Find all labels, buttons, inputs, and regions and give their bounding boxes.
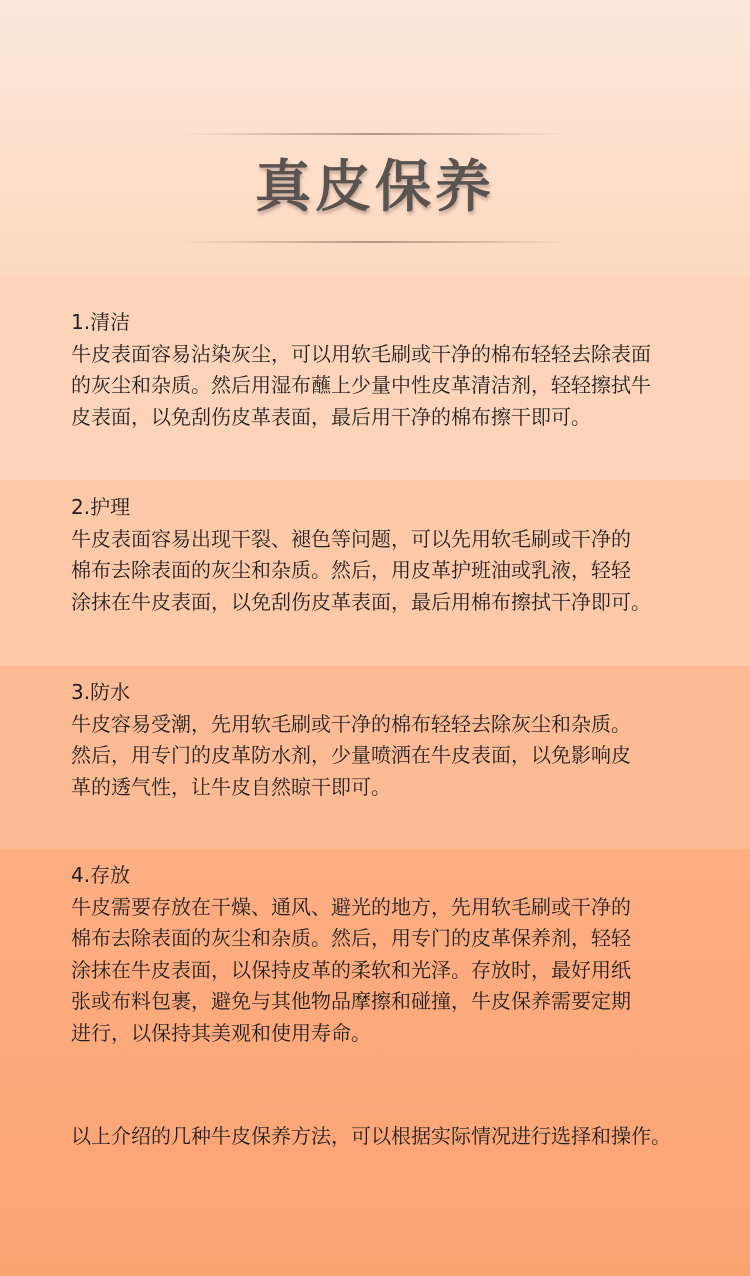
summary-text: 以上介绍的几种牛皮保养方法，可以根据实际情况进行选择和操作。 — [71, 1124, 671, 1148]
section-storage — [0, 849, 750, 1276]
section-text-line: 牛皮需要存放在干燥、通风、避光的地方，先用软毛刷或干净的 — [71, 894, 631, 919]
section-care — [0, 480, 750, 666]
title-bottom-divider — [180, 241, 570, 243]
section-storage-content — [71, 860, 631, 1049]
section-text-line: 的灰尘和杂质。然后用湿布蘸上少量中性皮革清洁剂，轻轻擦拭牛 — [71, 373, 651, 397]
page-title: 真皮保养 — [255, 155, 495, 220]
section-text-line: 牛皮表面容易沾染灰尘，可以用软毛刷或干净的棉布轻轻去除表面 — [71, 341, 651, 366]
section-text-line: 棉布去除表面的灰尘和杂质。然后，用皮革护班油或乳液，轻轻 — [71, 558, 631, 582]
section-text-line: 皮表面，以免刮伤皮革表面，最后用干净的棉布擦干即可。 — [71, 404, 591, 429]
header-banner — [0, 0, 750, 278]
section-text-line: 革的透气性，让牛皮自然晾干即可。 — [71, 774, 391, 799]
section-text-line: 然后，用专门的皮革防水剂，少量喷洒在牛皮表面，以免影响皮 — [71, 743, 631, 767]
section-heading: 2.护理 — [71, 495, 131, 519]
title-top-divider — [180, 133, 570, 135]
section-heading: 3.防水 — [71, 680, 131, 704]
section-text-line: 棉布去除表面的灰尘和杂质。然后，用专门的皮革保养剂，轻轻 — [71, 926, 631, 950]
section-text-line: 涂抹在牛皮表面，以保持皮革的柔软和光泽。存放时，最好用纸 — [71, 957, 631, 982]
section-waterproof-content — [71, 677, 631, 803]
section-heading: 1.清洁 — [71, 310, 131, 334]
section-text-line: 牛皮表面容易出现干裂、褪色等问题，可以先用软毛刷或干净的 — [71, 526, 631, 551]
section-waterproof — [0, 666, 750, 849]
section-text-line: 张或布料包裹，避免与其他物品摩擦和碰撞，牛皮保养需要定期 — [71, 989, 631, 1013]
section-cleaning-content — [71, 307, 651, 433]
section-heading: 4.存放 — [71, 863, 131, 887]
section-cleaning — [0, 278, 750, 480]
section-care-content — [71, 492, 651, 618]
section-text-line: 涂抹在牛皮表面，以免刮伤皮革表面，最后用棉布擦拭干净即可。 — [71, 589, 651, 614]
section-text-line: 牛皮容易受潮，先用软毛刷或干净的棉布轻轻去除灰尘和杂质。 — [71, 711, 631, 736]
section-text-line: 进行，以保持其美观和使用寿命。 — [71, 1020, 371, 1045]
